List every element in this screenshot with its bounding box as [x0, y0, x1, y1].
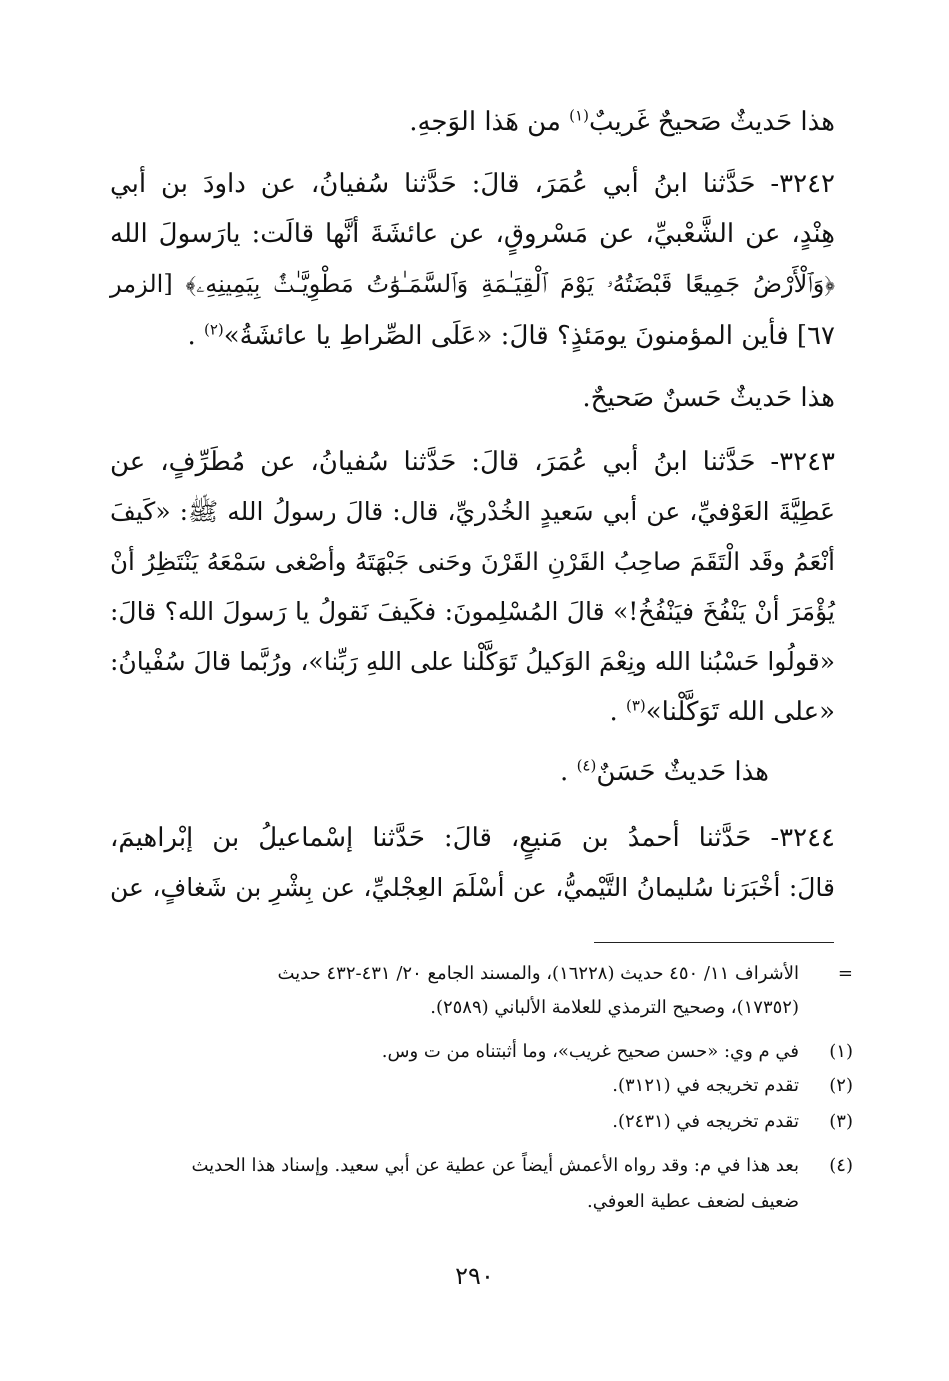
- footnote-ref-1: (١): [569, 106, 589, 125]
- footnote-3-text: تقدم تخريجه في (٢٤٣١).: [612, 1111, 799, 1132]
- footnote-ref-4: (٤): [576, 756, 597, 775]
- grading-line-1: [409, 100, 835, 144]
- footnote-separator: [594, 942, 834, 943]
- footnote-1-marker: (١): [829, 1041, 853, 1062]
- hadith-3242-line-2: هِنْدٍ، عن الشَّعْبيِّ، عن مَسْروقٍ، عن عائشَةَ أنَّها قالَت: يارَسولَ الله: [110, 219, 835, 249]
- footnote-1-text: في م وي: «حسن صحيح غريب»، وما أثبتناه من ت وس.: [381, 1041, 799, 1062]
- hadith-3243-line-6-text: «على الله تَوَكَّلْنا»: [645, 697, 835, 727]
- hadith-3243-line-4: يُؤْمَرَ أنْ يَنْفُخَ فيَنْفُخُ!» قالَ المُسْلِمونَ: فكَيفَ نَقولُ يا رَسولَ الله؟ قالَ:: [110, 597, 835, 626]
- hadith-3243-line-3: أنْعَمُ وقَد الْتَقَمَ صاحِبُ القَرْنِ القَرْنَ وحَنى جَبْهَتَهُ وأصْغى سَمْعَهُ يَنْتَظِرُ أنْ: [110, 547, 835, 576]
- hadith-3242-line-4: [187, 314, 835, 358]
- hadith-3243-line-6: [609, 690, 835, 734]
- hadith-3244-line-2: قالَ: أخْبَرَنا سُليمانُ التَّيْميُّ، عن أسْلَمَ العِجْليِّ، عن بِشْرِ بن شَغافٍ، عن: [110, 873, 835, 902]
- footnote-4-line-2: ضعيف لضعف عطية العوفي.: [587, 1191, 799, 1212]
- footnote-3-marker: (٣): [829, 1111, 853, 1132]
- grading-text: هذا حَديثٌ صَحيحٌ غَريبٌ: [588, 107, 835, 137]
- hadith-3243-line-6-end: .: [609, 697, 618, 727]
- footnote-continuation-line-2: (١٧٣٥٢)، وصحيح الترمذي للعلامة الألباني (٢٥٨٩).: [430, 997, 799, 1018]
- footnote-continuation-marker: =: [837, 963, 853, 984]
- footnote-2-text: تقدم تخريجه في (٣١٢١).: [612, 1075, 799, 1096]
- hadith-3243-line-2: عَطِيَّةَ العَوْفيِّ، عن أبي سَعيدٍ الخُدْريِّ، قال: قالَ رسولُ الله ﷺ: «كَيفَ: [110, 497, 835, 526]
- footnote-ref-3: (٣): [625, 696, 646, 715]
- footnote-4-marker: (٤): [829, 1155, 853, 1176]
- hadith-3242-line-4-end: .: [187, 321, 196, 351]
- page-number: ٢٩٠: [455, 1262, 494, 1290]
- hadith-3244-line-1: ٣٢٤٤- حَدَّثنا أحمدُ بن مَنيعٍ، قالَ: حَدَّثنا إسْماعيلُ بن إبْراهيمَ،: [110, 823, 835, 853]
- grading-line-2: هذا حَديثٌ حَسنٌ صَحيحٌ.: [582, 383, 835, 413]
- footnote-4-line-1: بعد هذا في م: وقد رواه الأعمش أيضاً عن عطية عن أبي سعيد. وإسناد هذا الحديث: [191, 1155, 799, 1176]
- hadith-3242-line-1: ٣٢٤٢- حَدَّثنا ابنُ أبي عُمَرَ، قالَ: حَدَّثنا سُفيانُ، عن داودَ بن أبي: [110, 169, 835, 199]
- grading-text-3-end: .: [560, 757, 569, 787]
- footnote-ref-2: (٢): [203, 320, 224, 339]
- hadith-3243-line-5: «قولُوا حَسْبُنا الله ونِعْمَ الوَكيلُ تَوَكَّلْنا على اللهِ رَبِّنا»، ورُبَّما قالَ سُفْيانُ:: [110, 647, 835, 676]
- grading-text-end: من هَذا الوَجهِ.: [409, 107, 561, 137]
- hadith-3242-line-4-text: ٦٧] فأين المؤمنونَ يومَئذٍ؟ قالَ: «عَلَى الصِّراطِ يا عائشَةُ»: [223, 321, 835, 351]
- grading-text-3: هذا حَديثٌ حَسَنٌ: [596, 757, 769, 787]
- hadith-3242-quran-line: ﴿وَٱلْأَرْضُ جَمِيعًا قَبْضَتُهُۥ يَوْمَ ٱلْقِيَـٰمَةِ وَٱلسَّمَـٰوَٰتُ مَطْوِيَّـٰتٌۢ بِيَمِينِهِۦ﴾ [الزمر: [110, 270, 835, 298]
- hadith-3243-line-1: ٣٢٤٣- حَدَّثنا ابنُ أبي عُمَرَ، قالَ: حَدَّثنا سُفيانُ، عن مُطَرِّفٍ، عن: [110, 447, 835, 477]
- grading-line-3: [560, 750, 769, 794]
- footnote-2-marker: (٢): [829, 1075, 853, 1096]
- footnote-continuation-line-1: الأشراف ١١/ ٤٥٠ حديث (١٦٢٢٨)، والمسند الجامع ٢٠/ ٤٣١-٤٣٢ حديث: [277, 963, 799, 984]
